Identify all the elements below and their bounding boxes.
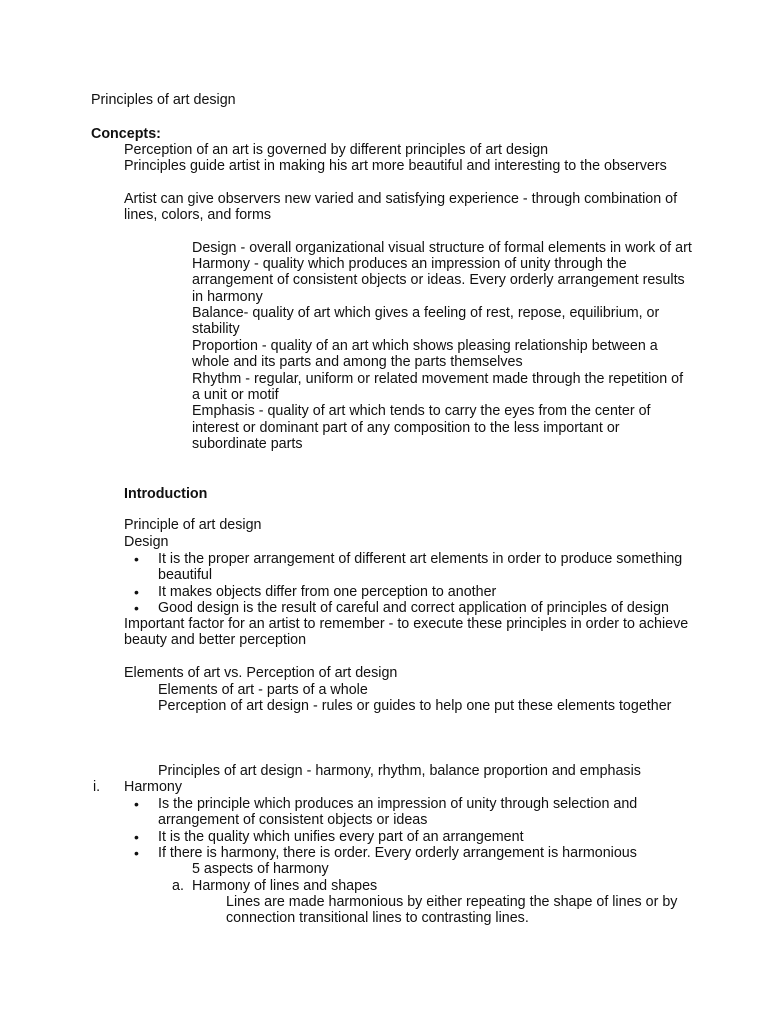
definition-line: Harmony - quality which produces an impression of unity through the: [192, 256, 627, 272]
definition-line: subordinate parts: [192, 436, 303, 452]
harmony-bullet: It is the quality which unifies every part of an arrangement: [158, 829, 524, 845]
design-bullet: It makes objects differ from one perception to another: [158, 584, 497, 600]
important-line: beauty and better perception: [124, 632, 307, 648]
definition-line: Balance- quality of art which gives a feeling of rest, repose, equilibrium, or: [192, 305, 660, 321]
harmony-label: Harmony: [124, 779, 182, 795]
harmony-bullet: If there is harmony, there is order. Every orderly arrangement is harmonious: [158, 845, 637, 861]
artist-line: lines, colors, and forms: [124, 207, 271, 223]
document-title: Principles of art design: [91, 92, 236, 108]
bullet-glyph: •: [134, 584, 139, 600]
definition-line: arrangement of consistent objects or ideas. Every orderly arrangement results: [192, 272, 685, 288]
harmony-bullet: arrangement of consistent objects or ideas: [158, 812, 428, 828]
definition-line: Proportion - quality of an art which shows pleasing relationship between a: [192, 338, 658, 354]
principles-summary: Principles of art design - harmony, rhythm, balance proportion and emphasis: [158, 763, 641, 779]
design-label: Design: [124, 534, 169, 550]
definition-line: Design - overall organizational visual structure of formal elements in work of art: [192, 240, 692, 256]
elements-line: Elements of art - parts of a whole: [158, 682, 368, 698]
bullet-glyph: •: [134, 600, 139, 616]
definition-line: stability: [192, 321, 240, 337]
important-line: Important factor for an artist to remember - to execute these principles in order to achieve: [124, 616, 689, 632]
concept-line: Perception of an art is governed by different principles of art design: [124, 142, 549, 158]
concepts-heading: Concepts:: [91, 126, 161, 142]
elements-line: Perception of art design - rules or guides to help one put these elements together: [158, 698, 672, 714]
bullet-glyph: •: [134, 829, 139, 845]
sub-marker: a.: [172, 878, 184, 894]
bullet-glyph: •: [134, 796, 139, 812]
definition-line: in harmony: [192, 289, 263, 305]
sub-line: connection transitional lines to contrasting lines.: [226, 910, 529, 926]
bullet-glyph: •: [134, 845, 139, 861]
concept-line: Principles guide artist in making his art more beautiful and interesting to the observers: [124, 158, 667, 174]
sub-label: Harmony of lines and shapes: [192, 878, 378, 894]
aspects-line: 5 aspects of harmony: [192, 861, 329, 877]
elements-vs-line: Elements of art vs. Perception of art design: [124, 665, 398, 681]
introduction-heading: Introduction: [124, 486, 208, 502]
definition-line: Rhythm - regular, uniform or related movement made through the repetition of: [192, 371, 684, 387]
bullet-glyph: •: [134, 551, 139, 567]
definition-line: a unit or motif: [192, 387, 279, 403]
artist-line: Artist can give observers new varied and satisfying experience - through combination of: [124, 191, 678, 207]
design-bullet: Good design is the result of careful and correct application of principles of design: [158, 600, 670, 616]
design-bullet: It is the proper arrangement of different art elements in order to produce something: [158, 551, 683, 567]
principle-line: Principle of art design: [124, 517, 262, 533]
definition-line: Emphasis - quality of art which tends to carry the eyes from the center of: [192, 403, 651, 419]
definition-line: whole and its parts and among the parts themselves: [192, 354, 523, 370]
definition-line: interest or dominant part of any composition to the less important or: [192, 420, 620, 436]
design-bullet: beautiful: [158, 567, 213, 583]
roman-marker: i.: [93, 779, 101, 795]
sub-line: Lines are made harmonious by either repeating the shape of lines or by: [226, 894, 678, 910]
harmony-bullet: Is the principle which produces an impression of unity through selection and: [158, 796, 638, 812]
